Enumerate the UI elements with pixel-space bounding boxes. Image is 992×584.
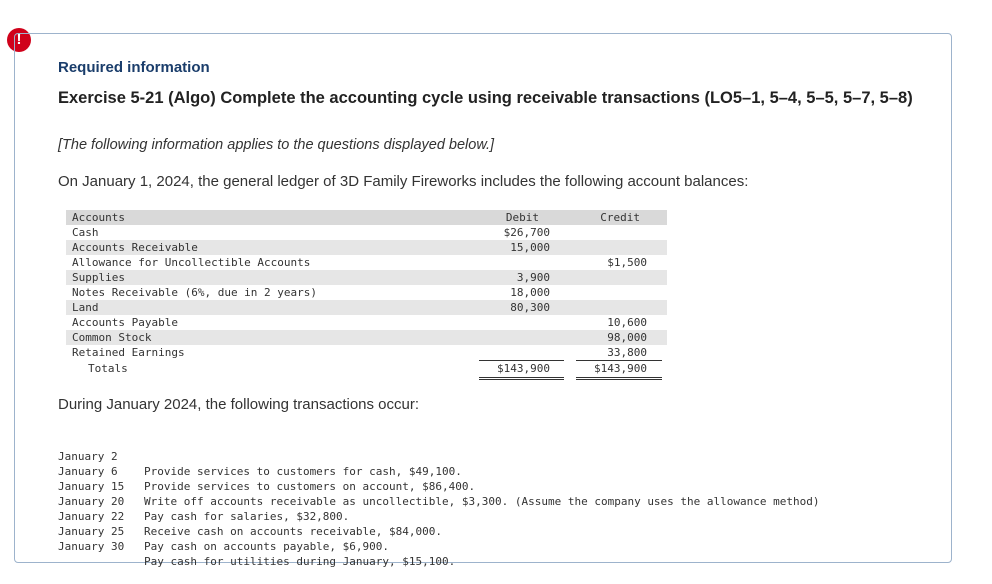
double-rule-credit-2 — [576, 379, 662, 380]
credit-value: 98,000 — [607, 331, 647, 344]
account-name: Allowance for Uncollectible Accounts — [72, 256, 311, 269]
required-information-heading: Required information — [58, 59, 210, 76]
transaction-date: January 30 — [58, 540, 125, 553]
debit-total: $143,900 — [497, 362, 550, 375]
credit-value: 10,600 — [607, 316, 647, 329]
account-name: Accounts Receivable — [72, 241, 198, 254]
double-rule-credit-1 — [576, 377, 662, 378]
exercise-title: Exercise 5-21 (Algo) Complete the accounting cycle using receivable transactions (LO5–1, 5–4, 5–5, 5–7, 5–8) — [58, 89, 913, 107]
account-name: Notes Receivable (6%, due in 2 years) — [72, 286, 318, 299]
ledger-row — [66, 330, 667, 345]
credit-total: $143,900 — [594, 362, 647, 375]
double-rule-debit-2 — [479, 379, 564, 380]
totals-rule-debit — [479, 360, 564, 361]
ledger-row — [66, 285, 667, 300]
transaction-text: Pay cash on accounts payable, $6,900. — [144, 540, 390, 553]
credit-value: 33,800 — [607, 346, 647, 359]
ledger-header-row — [66, 210, 667, 225]
debit-header: Debit — [505, 211, 539, 224]
transaction-text: Write off accounts receivable as uncollectible, $3,300. (Assume the company uses the allowance method) — [144, 495, 820, 508]
debit-value: 15,000 — [510, 241, 550, 254]
double-rule-debit-1 — [479, 377, 564, 378]
debit-value: 18,000 — [510, 286, 550, 299]
info-note: [The following information applies to the questions displayed below.] — [58, 137, 495, 153]
account-name: Common Stock — [72, 331, 152, 344]
transaction-date: January 22 — [58, 510, 125, 523]
transaction-date: January 6 — [58, 465, 118, 478]
ledger-row — [66, 255, 667, 270]
ledger-row — [66, 300, 667, 315]
ledger-totals-row — [66, 360, 667, 377]
transactions-list — [58, 434, 820, 568]
transaction-date: January 15 — [58, 480, 125, 493]
totals-label: Totals — [88, 362, 128, 375]
alert-icon: ! — [7, 28, 31, 52]
ledger-row — [66, 270, 667, 285]
account-name: Supplies — [72, 271, 125, 284]
debit-value: 80,300 — [510, 301, 550, 314]
credit-value: $1,500 — [607, 256, 647, 269]
totals-rule-credit — [576, 360, 662, 361]
transaction-text: Pay cash for salaries, $32,800. — [144, 510, 350, 523]
ledger-row — [66, 315, 667, 330]
ledger-table — [66, 210, 667, 377]
transaction-date: January 2 — [58, 450, 118, 463]
account-name: Accounts Payable — [72, 316, 178, 329]
transaction-date: January 20 — [58, 495, 125, 508]
transaction-text: Receive cash on accounts receivable, $84,000. — [144, 525, 443, 538]
transactions-intro: During January 2024, the following transactions occur: — [58, 396, 420, 413]
debit-value: $26,700 — [503, 226, 550, 239]
transaction-date: January 25 — [58, 525, 125, 538]
account-name: Retained Earnings — [72, 346, 185, 359]
debit-value: 3,900 — [516, 271, 550, 284]
account-name: Cash — [72, 226, 99, 239]
ledger-row — [66, 225, 667, 240]
account-name: Land — [72, 301, 99, 314]
ledger-row — [66, 240, 667, 255]
transaction-text: Pay cash for utilities during January, $15,100. — [144, 555, 456, 568]
ledger-row — [66, 345, 667, 360]
accounts-header: Accounts — [72, 211, 125, 224]
transaction-text: Provide services to customers on account, $86,400. — [144, 480, 476, 493]
credit-header: Credit — [600, 211, 640, 224]
intro-text: On January 1, 2024, the general ledger of 3D Family Fireworks includes the following account balances: — [58, 173, 749, 190]
transaction-text: Provide services to customers for cash, $49,100. — [144, 465, 462, 478]
